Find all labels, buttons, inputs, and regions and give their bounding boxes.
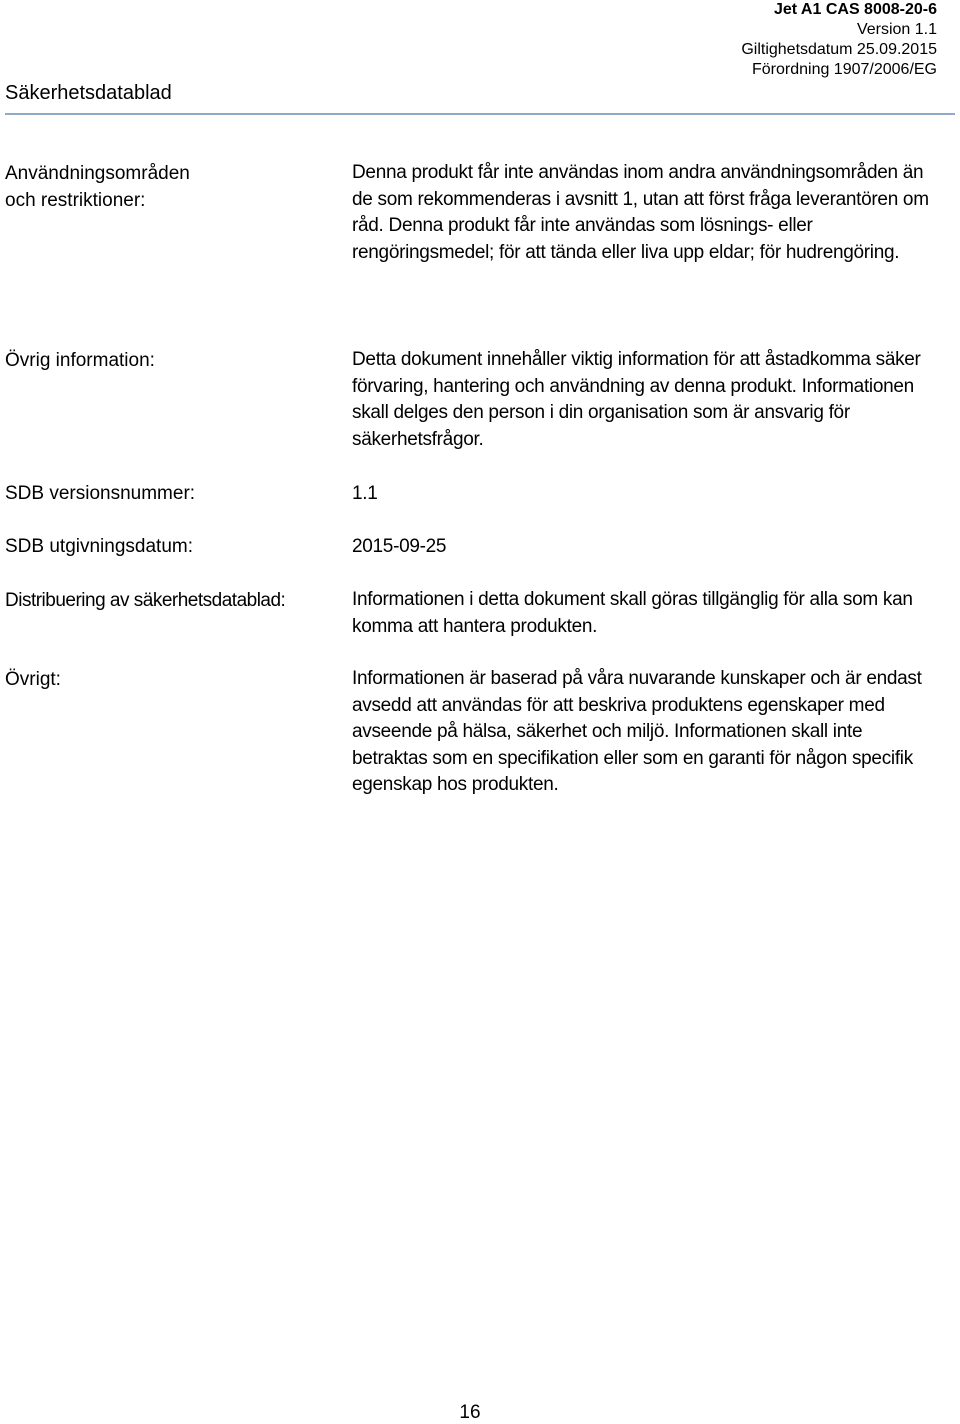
distribution-label: Distribuering av säkerhetsdatablad:	[5, 590, 286, 611]
sdb-version-label: SDB versionsnummer:	[5, 483, 196, 504]
usage-restrictions-label: Användningsområden och restriktioner:	[5, 163, 190, 211]
validity-date: Giltighetsdatum 25.09.2015	[741, 41, 937, 58]
header-divider	[5, 113, 955, 115]
page-number: 16	[459, 1402, 481, 1423]
usage-restrictions-text: Denna produkt får inte användas inom andra användningsområden än de som rekommenderas i avsnitt 1, utan att först fråga leverantören om råd. Denna produkt får inte användas som lösnings- eller rengöringsmedel; för att tända eller liva upp eldar; för hudrengöring.	[352, 162, 929, 263]
sdb-version-value: 1.1	[352, 483, 378, 504]
document-header-meta	[741, 0, 937, 80]
distribution-text: Informationen i detta dokument skall göras tillgänglig för alla som kan komma att hantera produkten.	[352, 589, 913, 637]
version-text: Version 1.1	[856, 21, 937, 38]
other-info-text: Detta dokument innehåller viktig information för att åstadkomma säker förvaring, hantering och användning av denna produkt. Informationen skall delges den person i din organisation som är ansvarig för säkerhetsfrågor.	[352, 349, 921, 450]
misc-label: Övrigt:	[5, 669, 61, 690]
other-info-label: Övrig information:	[5, 350, 155, 371]
regulation-text: Förordning 1907/2006/EG	[751, 61, 937, 78]
sdb-date-label: SDB utgivningsdatum:	[5, 536, 193, 557]
product-name: Jet A1 CAS 8008-20-6	[773, 1, 937, 18]
sdb-date-value: 2015-09-25	[352, 536, 447, 557]
document-title: Säkerhetsdatablad	[5, 82, 172, 104]
misc-text: Informationen är baserad på våra nuvarande kunskaper och är endast avsedd att användas för att beskriva produktens egenskaper med avseende på hälsa, säkerhet och miljö. Informationen skall inte betraktas som en specifikation eller som en garanti för någon specifik egenskap hos produkten.	[352, 668, 922, 795]
